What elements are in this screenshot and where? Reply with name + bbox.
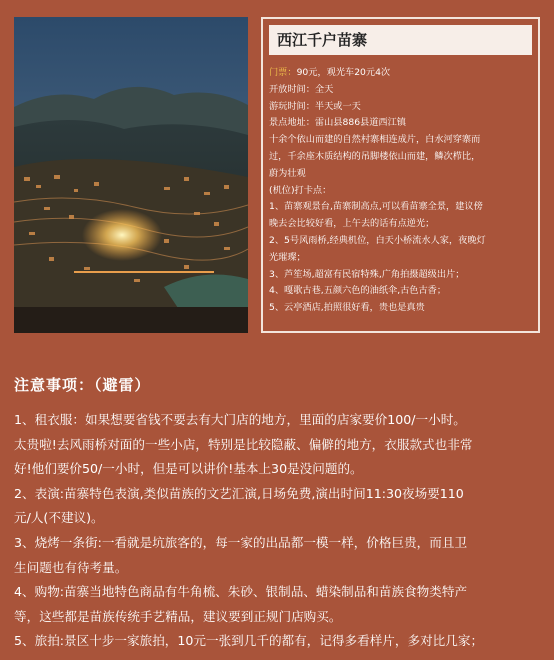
ticket-label: 门票： <box>269 67 297 78</box>
note-line: 生问题也有待考量。 <box>14 559 128 575</box>
info-card <box>261 17 540 333</box>
play-time: 游玩时间：半天或一天 <box>269 100 361 112</box>
spot-item: 光璀璨； <box>269 251 306 263</box>
village-night-photo <box>14 17 248 333</box>
notes-title: 注意事项：（避雷） <box>14 376 151 394</box>
note-line: 太贵啦!去风雨桥对面的一些小店，特别是比较隐蔽、偏僻的地方，衣服款式也非常 <box>14 436 473 452</box>
spot-item: 晚去会比较好看，上午去的话有点逆光； <box>269 218 435 230</box>
village-photo-art <box>14 17 248 333</box>
note-line: 4、购物:苗寨当地特色商品有牛角梳、朱砂、银制品、蜡染制品和苗族食物类特产 <box>14 584 468 600</box>
open-time: 开放时间：全天 <box>269 83 334 95</box>
address: 景点地址：雷山县886县道西江镇 <box>269 117 406 129</box>
description-line: 十余个依山而建的自然村寨相连成片，白水河穿寨而 <box>269 134 481 146</box>
spot-item: 3、芦笙场,超富有民宿特殊,广角拍摄超级出片； <box>269 268 465 280</box>
spot-item: 4、嘎歌古巷,五颜六色的油纸伞,古色古香； <box>269 285 447 297</box>
note-line: 3、烧烤一条街:一看就是坑旅客的，每一家的出品都一模一样，价格巨贵，而且卫 <box>14 534 468 550</box>
note-line: 5、旅拍:景区十步一家旅拍，10元一张到几千的都有，记得多看样片，多对比几家； <box>14 633 484 649</box>
ticket-line <box>269 65 532 82</box>
note-line: 好!他们要价50/一小时，但是可以讲价!基本上30是没问题的。 <box>14 461 363 477</box>
attraction-title: 西江千户苗寨 <box>269 25 532 55</box>
ticket-value: 90元，观光车20元4次 <box>296 67 391 78</box>
note-line: 等，这些都是苗族传统手艺精品，建议要到正规门店购买。 <box>14 608 342 624</box>
info-body <box>269 65 532 317</box>
description-line: 过，千余座木质结构的吊脚楼依山而建，鳞次栉比， <box>269 150 481 162</box>
notes-list <box>14 408 540 654</box>
note-line: 1、租衣服：如果想要省钱不要去有大门店的地方，里面的店家要价100/一小时。 <box>14 412 466 427</box>
note-line: 元/人(不建议)。 <box>14 510 104 526</box>
spot-item: 1、苗寨观景台,苗寨制高点,可以看苗寨全景，建议傍 <box>269 201 483 213</box>
note-line: 2、表演:苗寨特色表演,类似苗族的文艺汇演,日场免费,演出时间11:30夜场要110 <box>14 485 464 501</box>
spot-item: 2、5号风雨桥,经典机位，白天小桥流水人家，夜晚灯 <box>269 234 486 246</box>
spot-item: 5、云亭酒店,拍照很好看，贵也是真贵 <box>269 302 425 314</box>
description-line: 蔚为壮观 <box>269 167 306 179</box>
spots-header: (机位)打卡点： <box>269 184 332 196</box>
